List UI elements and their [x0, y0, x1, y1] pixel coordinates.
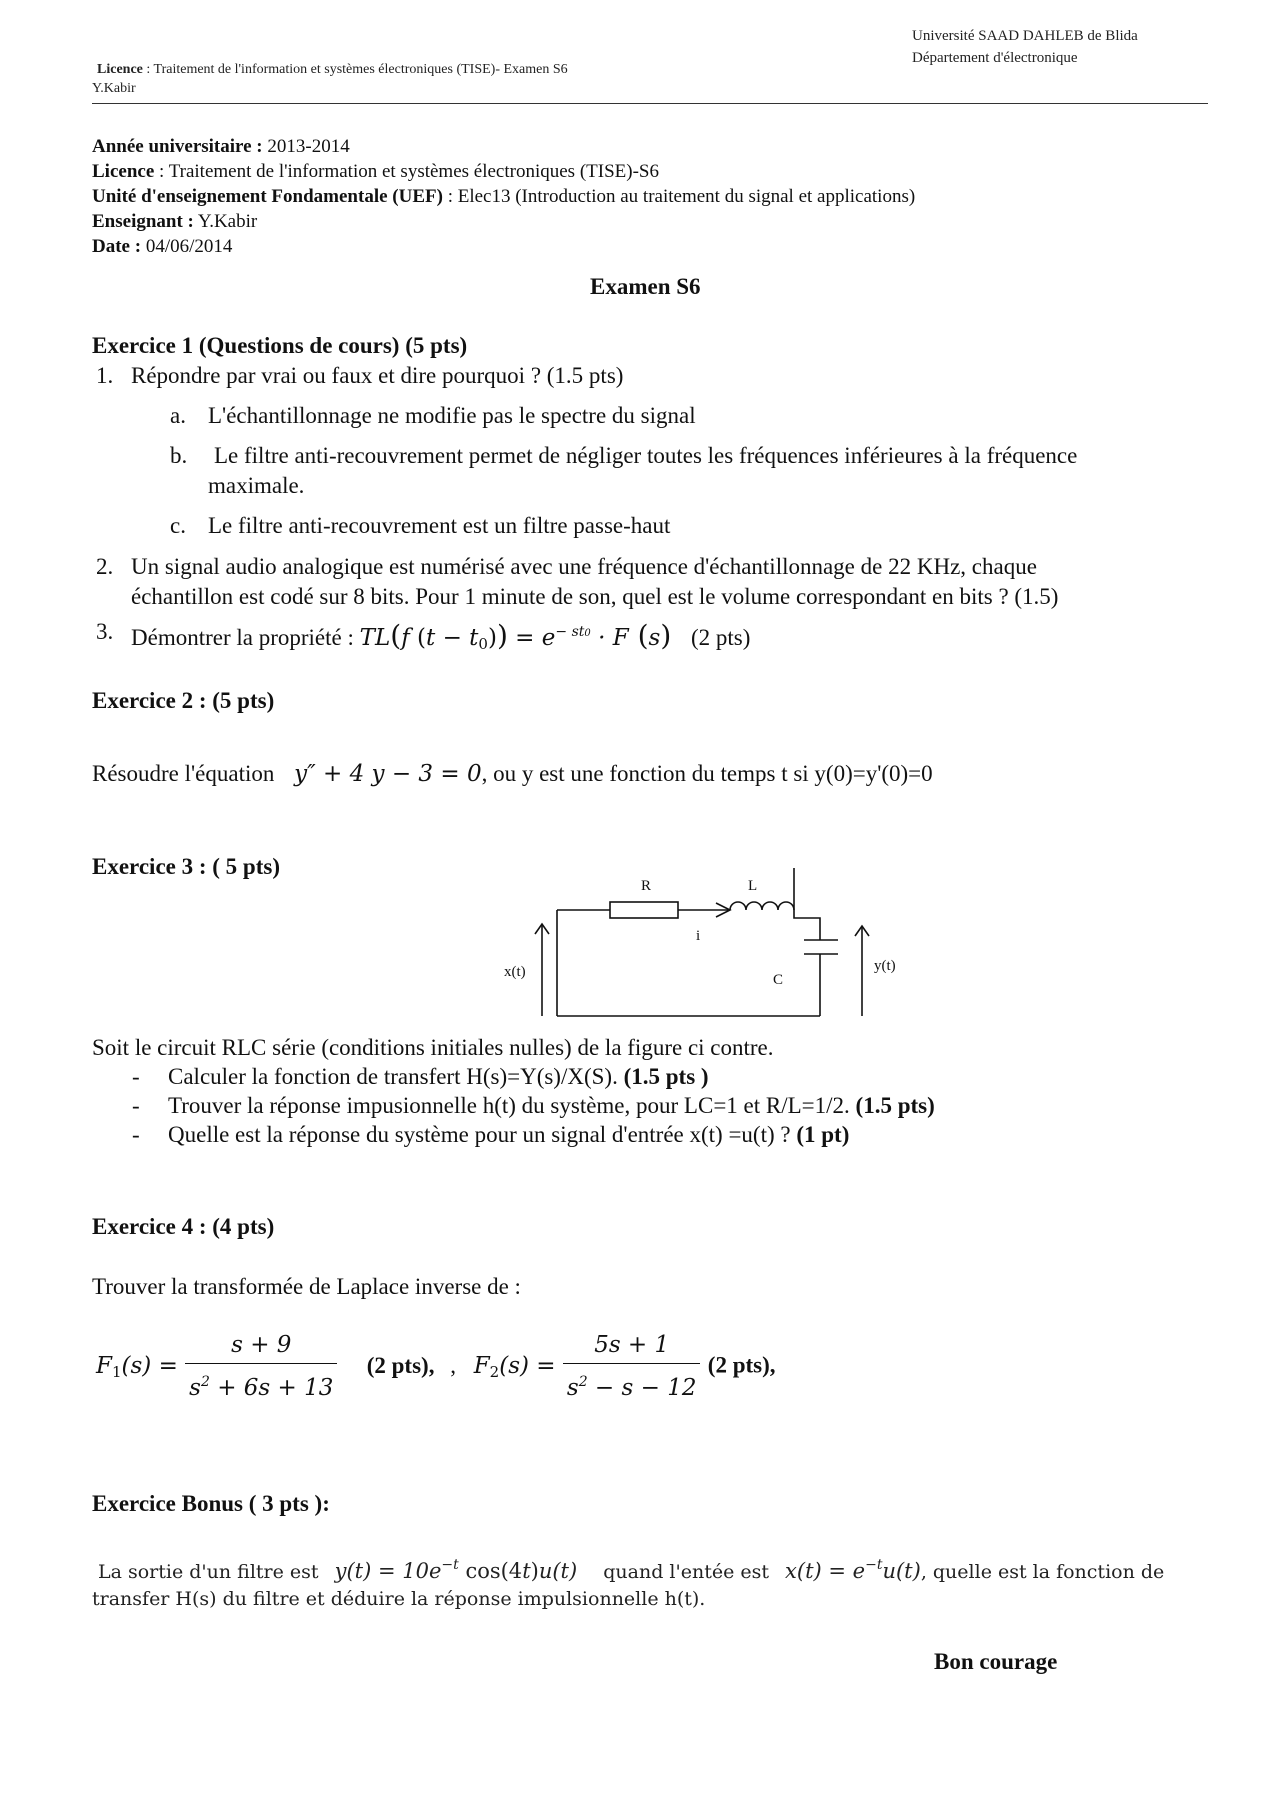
ex1-a-text: L'échantillonnage ne modifie pas le spectre du signal [208, 403, 696, 428]
ex3-item-2 [168, 1091, 935, 1121]
ex2-text-2: , ou y est une fonction du temps t si y(0)=y'(0)=0 [481, 761, 933, 786]
ex1-q3-number: 3. [96, 619, 114, 644]
header-department: Département d'électronique [912, 50, 1078, 66]
resistor-symbol [610, 902, 678, 918]
label-l: L [748, 878, 758, 894]
ex2-statement [92, 759, 933, 789]
f2-formula: $F_2(s)$ = $\frac{5s + 1}{s^2 - s - 12}$ [474, 1353, 708, 1379]
ex1-c-label: c. [170, 513, 186, 538]
header-author: Y.Kabir [92, 81, 136, 96]
label-y: y(t) [874, 958, 896, 974]
ex1-c-text: Le filtre anti-recouvrement est un filtre passe-haut [208, 513, 671, 538]
meta-enseignant [92, 209, 257, 234]
bonus-line-2: transfer H(s) du filtre et déduire la réponse impulsionnelle h(t). [92, 1588, 706, 1610]
bonus-text-3: , quelle est la fonction de [920, 1561, 1165, 1583]
ex3-item-2-points: (1.5 pts) [855, 1093, 935, 1118]
meta-enseignant-label: Enseignant : [92, 211, 194, 232]
ex3-item-1-text: Calculer la fonction de transfert H(s)=Y(s)/X(S). [168, 1064, 618, 1089]
meta-uef-value: : Elec13 (Introduction au traitement du signal et applications) [442, 186, 916, 207]
ex2-text-1: Résoudre l'équation [92, 761, 275, 786]
ex1-q3 [131, 617, 750, 659]
ex3-intro: Soit le circuit RLC série (conditions initiales nulles) de la figure ci contre. [92, 1035, 774, 1060]
laplace-delay-formula: TL(f $(t - t_0)) = e^{- st0} \cdot F$ (s) [359, 619, 672, 653]
ex3-dash-3: - [132, 1122, 140, 1147]
meta-annee [92, 134, 350, 159]
meta-licence-value: : Traitement de l'information et systèmes électroniques (TISE)-S6 [154, 161, 659, 182]
ex3-item-3 [168, 1120, 849, 1150]
ex3-item-1-points: (1.5 pts ) [623, 1064, 709, 1089]
bonus-title: Exercice Bonus ( 3 pts ): [92, 1491, 330, 1516]
ex1-b-label: b. [170, 443, 188, 468]
bonus-text-2: quand l'entée est [603, 1561, 769, 1583]
f1-formula: $F_1(s)$ = $\frac{s + 9}{s^2 + 6s + 13}$ [96, 1353, 345, 1379]
ex4-intro: Trouver la transformée de Laplace inverse de : [92, 1274, 521, 1299]
header-rule [92, 103, 1208, 104]
ex1-q2-line2: échantillon est codé sur 8 bits. Pour 1 minute de son, quel est le volume correspondant en bits ? (1.5) [131, 584, 1059, 609]
ex3-dash-2: - [132, 1093, 140, 1118]
label-r: R [641, 878, 652, 894]
bonus-text-1: La sortie d'un filtre est [98, 1561, 319, 1583]
meta-uef-label: Unité d'enseignement Fondamentale (UEF) [92, 186, 443, 207]
ex4-title: Exercice 4 : (4 pts) [92, 1214, 275, 1239]
ex1-q1-text: Répondre par vrai ou faux et dire pourquoi ? (1.5 pts) [131, 363, 624, 388]
meta-date-value: 04/06/2014 [141, 236, 233, 257]
inductor-symbol [730, 902, 794, 910]
closing: Bon courage [934, 1649, 1058, 1674]
f1-fraction: $\frac{s + 9}{s^2 + 6s + 13}$ [185, 1330, 337, 1403]
ex2-title: Exercice 2 : (5 pts) [92, 688, 275, 713]
header-licence-label: Licence [97, 62, 143, 77]
meta-licence [92, 159, 659, 184]
ex1-a-label: a. [170, 403, 186, 428]
rlc-circuit-diagram [490, 868, 910, 1028]
ex2-equation: y″ + 4 y − 3 = 0 [294, 761, 482, 787]
bonus-input-formula: $x(t) = e^{-t}u(t)$ [785, 1557, 921, 1583]
header-licence [97, 61, 568, 78]
ex3-item-1 [168, 1062, 709, 1092]
ex1-q2-number: 2. [96, 554, 114, 579]
meta-licence-label: Licence [92, 161, 155, 182]
header-licence-text: : Traitement de l'information et systèmes électroniques (TISE)- Examen S6 [142, 62, 568, 77]
meta-date-label: Date : [92, 236, 142, 257]
meta-enseignant-value: Y.Kabir [193, 211, 258, 232]
ex3-item-2-text: Trouver la réponse impusionnelle h(t) du système, pour LC=1 et R/L=1/2. [168, 1093, 850, 1118]
wire-to-capacitor [794, 910, 820, 940]
f2-fraction: $\frac{5s + 1}{s^2 - s - 12}$ [563, 1330, 701, 1403]
label-i: i [696, 928, 701, 944]
ex1-title: Exercice 1 (Questions de cours) (5 pts) [92, 333, 468, 358]
ex1-b-text-line1: Le filtre anti-recouvrement permet de négliger toutes les fréquences inférieures à la fréquence [214, 443, 1078, 468]
exam-title: Examen S6 [590, 274, 701, 299]
ex1-q3-points: (2 pts) [691, 625, 751, 650]
ex3-item-3-text: Quelle est la réponse du système pour un signal d'entrée x(t) =u(t) ? [168, 1122, 791, 1147]
ex4-functions [96, 1330, 776, 1403]
ex3-item-3-points: (1 pt) [796, 1122, 850, 1147]
ex4-separator: , [450, 1352, 456, 1378]
ex3-title: Exercice 3 : ( 5 pts) [92, 854, 280, 879]
header-university: Université SAAD DAHLEB de Blida [912, 28, 1138, 44]
ex1-q1-number: 1. [96, 363, 114, 388]
label-c: C [773, 972, 784, 988]
label-x: x(t) [504, 964, 526, 980]
f1-points: (2 pts), [366, 1352, 435, 1378]
ex1-q2-line1: Un signal audio analogique est numérisé avec une fréquence d'échantillonnage de 22 KHz, chaque [131, 554, 1037, 579]
ex3-dash-1: - [132, 1064, 140, 1089]
bonus-output-formula: $y(t) = 10e^{-t}$ cos(4t)u(t) [334, 1557, 578, 1583]
meta-uef [92, 184, 915, 209]
meta-annee-value: 2013-2014 [262, 136, 350, 157]
f2-points: (2 pts), [707, 1352, 776, 1378]
ex1-q3-text: Démontrer la propriété : [131, 625, 354, 650]
meta-annee-label: Année universitaire : [92, 136, 263, 157]
ex1-b-text-line2: maximale. [208, 473, 305, 498]
meta-date [92, 234, 232, 259]
